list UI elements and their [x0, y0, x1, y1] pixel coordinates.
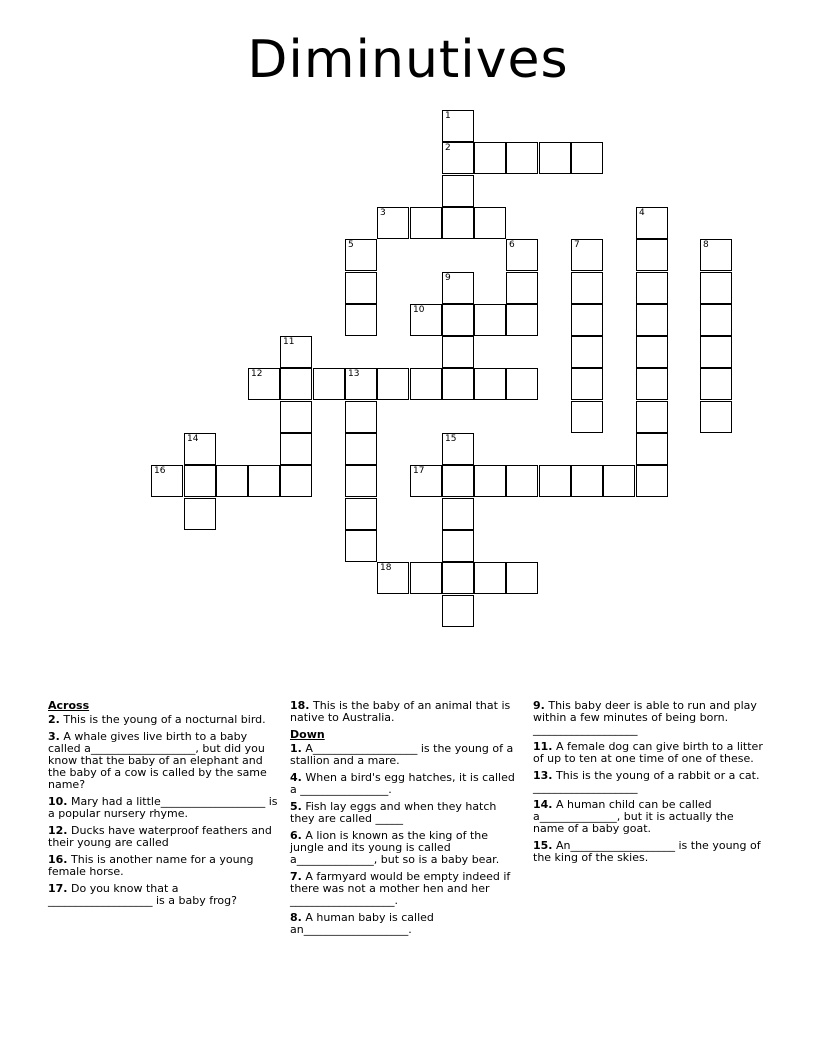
- clue-number: 6: [509, 240, 515, 250]
- grid-cell[interactable]: [571, 142, 603, 174]
- grid-cell[interactable]: [151, 465, 183, 497]
- grid-cell[interactable]: [280, 433, 312, 465]
- grid-cell[interactable]: [280, 465, 312, 497]
- grid-cell[interactable]: [410, 465, 442, 497]
- grid-cell[interactable]: [377, 368, 409, 400]
- grid-cell[interactable]: [636, 304, 668, 336]
- clue-number: 3: [380, 208, 386, 218]
- grid-cell[interactable]: [280, 401, 312, 433]
- grid-cell[interactable]: [700, 336, 732, 368]
- grid-cell[interactable]: [636, 433, 668, 465]
- clue-down-15: 15. An___________________ is the young of the king of the skies.: [533, 839, 761, 864]
- grid-cell[interactable]: [313, 368, 345, 400]
- grid-cell[interactable]: [571, 304, 603, 336]
- grid-cell[interactable]: [442, 207, 474, 239]
- grid-cell[interactable]: [700, 239, 732, 271]
- grid-cell[interactable]: [636, 465, 668, 497]
- clue-down-14: 14. A human child can be called a______________, but it is actually the name of a baby goat.: [533, 798, 734, 835]
- grid-cell[interactable]: [636, 239, 668, 271]
- clue-across-2: 2. This is the young of a nocturnal bird.: [48, 713, 266, 726]
- grid-cell[interactable]: [700, 401, 732, 433]
- clue-column-2: [290, 700, 516, 941]
- grid-cell[interactable]: [636, 368, 668, 400]
- grid-cell[interactable]: [700, 272, 732, 304]
- clue-number: 1: [445, 111, 451, 121]
- grid-cell[interactable]: [571, 336, 603, 368]
- clue-number: 13: [348, 369, 360, 379]
- grid-cell[interactable]: [571, 272, 603, 304]
- clue-number: 2: [445, 143, 451, 153]
- grid-cell[interactable]: [248, 368, 280, 400]
- grid-cell[interactable]: [539, 465, 571, 497]
- grid-cell[interactable]: [474, 142, 506, 174]
- grid-cell[interactable]: [603, 465, 635, 497]
- grid-cell[interactable]: [474, 304, 506, 336]
- clue-across-17: 17. Do you know that a ___________________ is a baby frog?: [48, 882, 237, 907]
- clue-down-1: 1. A___________________ is the young of a stallion and a mare.: [290, 742, 514, 767]
- grid-cell[interactable]: [700, 368, 732, 400]
- clue-number: 18: [380, 563, 392, 573]
- grid-cell[interactable]: [474, 465, 506, 497]
- grid-cell[interactable]: [506, 142, 538, 174]
- grid-cell[interactable]: [248, 465, 280, 497]
- grid-cell[interactable]: [442, 336, 474, 368]
- grid-cell[interactable]: [506, 368, 538, 400]
- grid-cell[interactable]: [345, 498, 377, 530]
- grid-cell[interactable]: [410, 304, 442, 336]
- grid-cell[interactable]: [442, 368, 474, 400]
- clue-down-4: 4. When a bird's egg hatches, it is called a ________________.: [290, 771, 515, 796]
- grid-cell[interactable]: [216, 465, 248, 497]
- grid-cell[interactable]: [345, 368, 377, 400]
- grid-cell[interactable]: [410, 207, 442, 239]
- clue-number: 7: [574, 240, 580, 250]
- grid-cell[interactable]: [442, 562, 474, 594]
- grid-cell[interactable]: [345, 465, 377, 497]
- grid-cell[interactable]: [442, 175, 474, 207]
- grid-cell[interactable]: [280, 368, 312, 400]
- clue-across-18: 18. This is the baby of an animal that is native to Australia.: [290, 699, 511, 724]
- grid-cell[interactable]: [442, 530, 474, 562]
- clue-number: 10: [413, 305, 425, 315]
- grid-cell[interactable]: [539, 142, 571, 174]
- grid-cell[interactable]: [506, 465, 538, 497]
- grid-cell[interactable]: [636, 272, 668, 304]
- grid-cell[interactable]: [474, 207, 506, 239]
- grid-cell[interactable]: [442, 433, 474, 465]
- grid-cell[interactable]: [506, 304, 538, 336]
- clue-number: 17: [413, 466, 425, 476]
- grid-cell[interactable]: [410, 368, 442, 400]
- grid-cell[interactable]: [184, 498, 216, 530]
- clue-down-7: 7. A farmyard would be empty indeed if there was not a mother hen and her ___________________.: [290, 870, 511, 907]
- grid-cell[interactable]: [571, 465, 603, 497]
- grid-cell[interactable]: [474, 368, 506, 400]
- clue-down-13: 13. This is the young of a rabbit or a cat. ___________________: [533, 769, 760, 794]
- clue-number: 14: [187, 434, 199, 444]
- clue-number: 8: [703, 240, 709, 250]
- grid-cell[interactable]: [442, 110, 474, 142]
- grid-cell[interactable]: [280, 336, 312, 368]
- grid-cell[interactable]: [345, 433, 377, 465]
- grid-cell[interactable]: [636, 336, 668, 368]
- grid-cell[interactable]: [474, 562, 506, 594]
- clue-across-16: 16. This is another name for a young female horse.: [48, 853, 254, 878]
- down-heading: Down: [290, 728, 325, 741]
- grid-cell[interactable]: [442, 465, 474, 497]
- grid-cell[interactable]: [506, 272, 538, 304]
- grid-cell[interactable]: [345, 304, 377, 336]
- clue-across-10: 10. Mary had a little___________________ is a popular nursery rhyme.: [48, 795, 278, 820]
- grid-cell[interactable]: [442, 142, 474, 174]
- across-heading: Across: [48, 699, 90, 712]
- clue-across-12: 12. Ducks have waterproof feathers and their young are called: [48, 824, 272, 849]
- grid-cell[interactable]: [184, 433, 216, 465]
- grid-cell[interactable]: [571, 239, 603, 271]
- grid-cell[interactable]: [442, 272, 474, 304]
- clue-column-3: [533, 700, 767, 869]
- grid-cell[interactable]: [345, 239, 377, 271]
- clue-down-6: 6. A lion is known as the king of the jungle and its young is called a______________, but so is a baby bear.: [290, 829, 500, 866]
- grid-cell[interactable]: [442, 595, 474, 627]
- clue-number: 11: [283, 337, 295, 347]
- grid-cell[interactable]: [700, 304, 732, 336]
- grid-cell[interactable]: [345, 530, 377, 562]
- grid-cell[interactable]: [442, 498, 474, 530]
- grid-cell[interactable]: [345, 272, 377, 304]
- clue-number: 4: [639, 208, 645, 218]
- clue-number: 16: [154, 466, 166, 476]
- clue-number: 15: [445, 434, 457, 444]
- grid-cell[interactable]: [506, 562, 538, 594]
- grid-cell[interactable]: [345, 401, 377, 433]
- clue-across-3: 3. A whale gives live birth to a baby called a___________________, but did you know that the baby of an elephant and the baby of a cow is called by the same name?: [48, 730, 267, 791]
- grid-cell[interactable]: [184, 465, 216, 497]
- grid-cell[interactable]: [410, 562, 442, 594]
- grid-cell[interactable]: [442, 304, 474, 336]
- grid-cell[interactable]: [636, 401, 668, 433]
- grid-cell[interactable]: [571, 368, 603, 400]
- clue-down-9: 9. This baby deer is able to run and play within a few minutes of being born. ___________________: [533, 699, 757, 736]
- clue-down-11: 11. A female dog can give birth to a litter of up to ten at one time of one of these.: [533, 740, 763, 765]
- clue-number: 12: [251, 369, 263, 379]
- grid-cell[interactable]: [377, 207, 409, 239]
- grid-cell[interactable]: [636, 207, 668, 239]
- grid-cell[interactable]: [377, 562, 409, 594]
- clue-column-1: [48, 700, 282, 912]
- puzzle-title: Diminutives: [247, 30, 569, 90]
- clue-number: 9: [445, 273, 451, 283]
- clue-number: 5: [348, 240, 354, 250]
- clue-down-8: 8. A human baby is called an___________________.: [290, 911, 434, 936]
- clue-down-5: 5. Fish lay eggs and when they hatch they are called _____: [290, 800, 497, 825]
- grid-cell[interactable]: [506, 239, 538, 271]
- grid-cell[interactable]: [571, 401, 603, 433]
